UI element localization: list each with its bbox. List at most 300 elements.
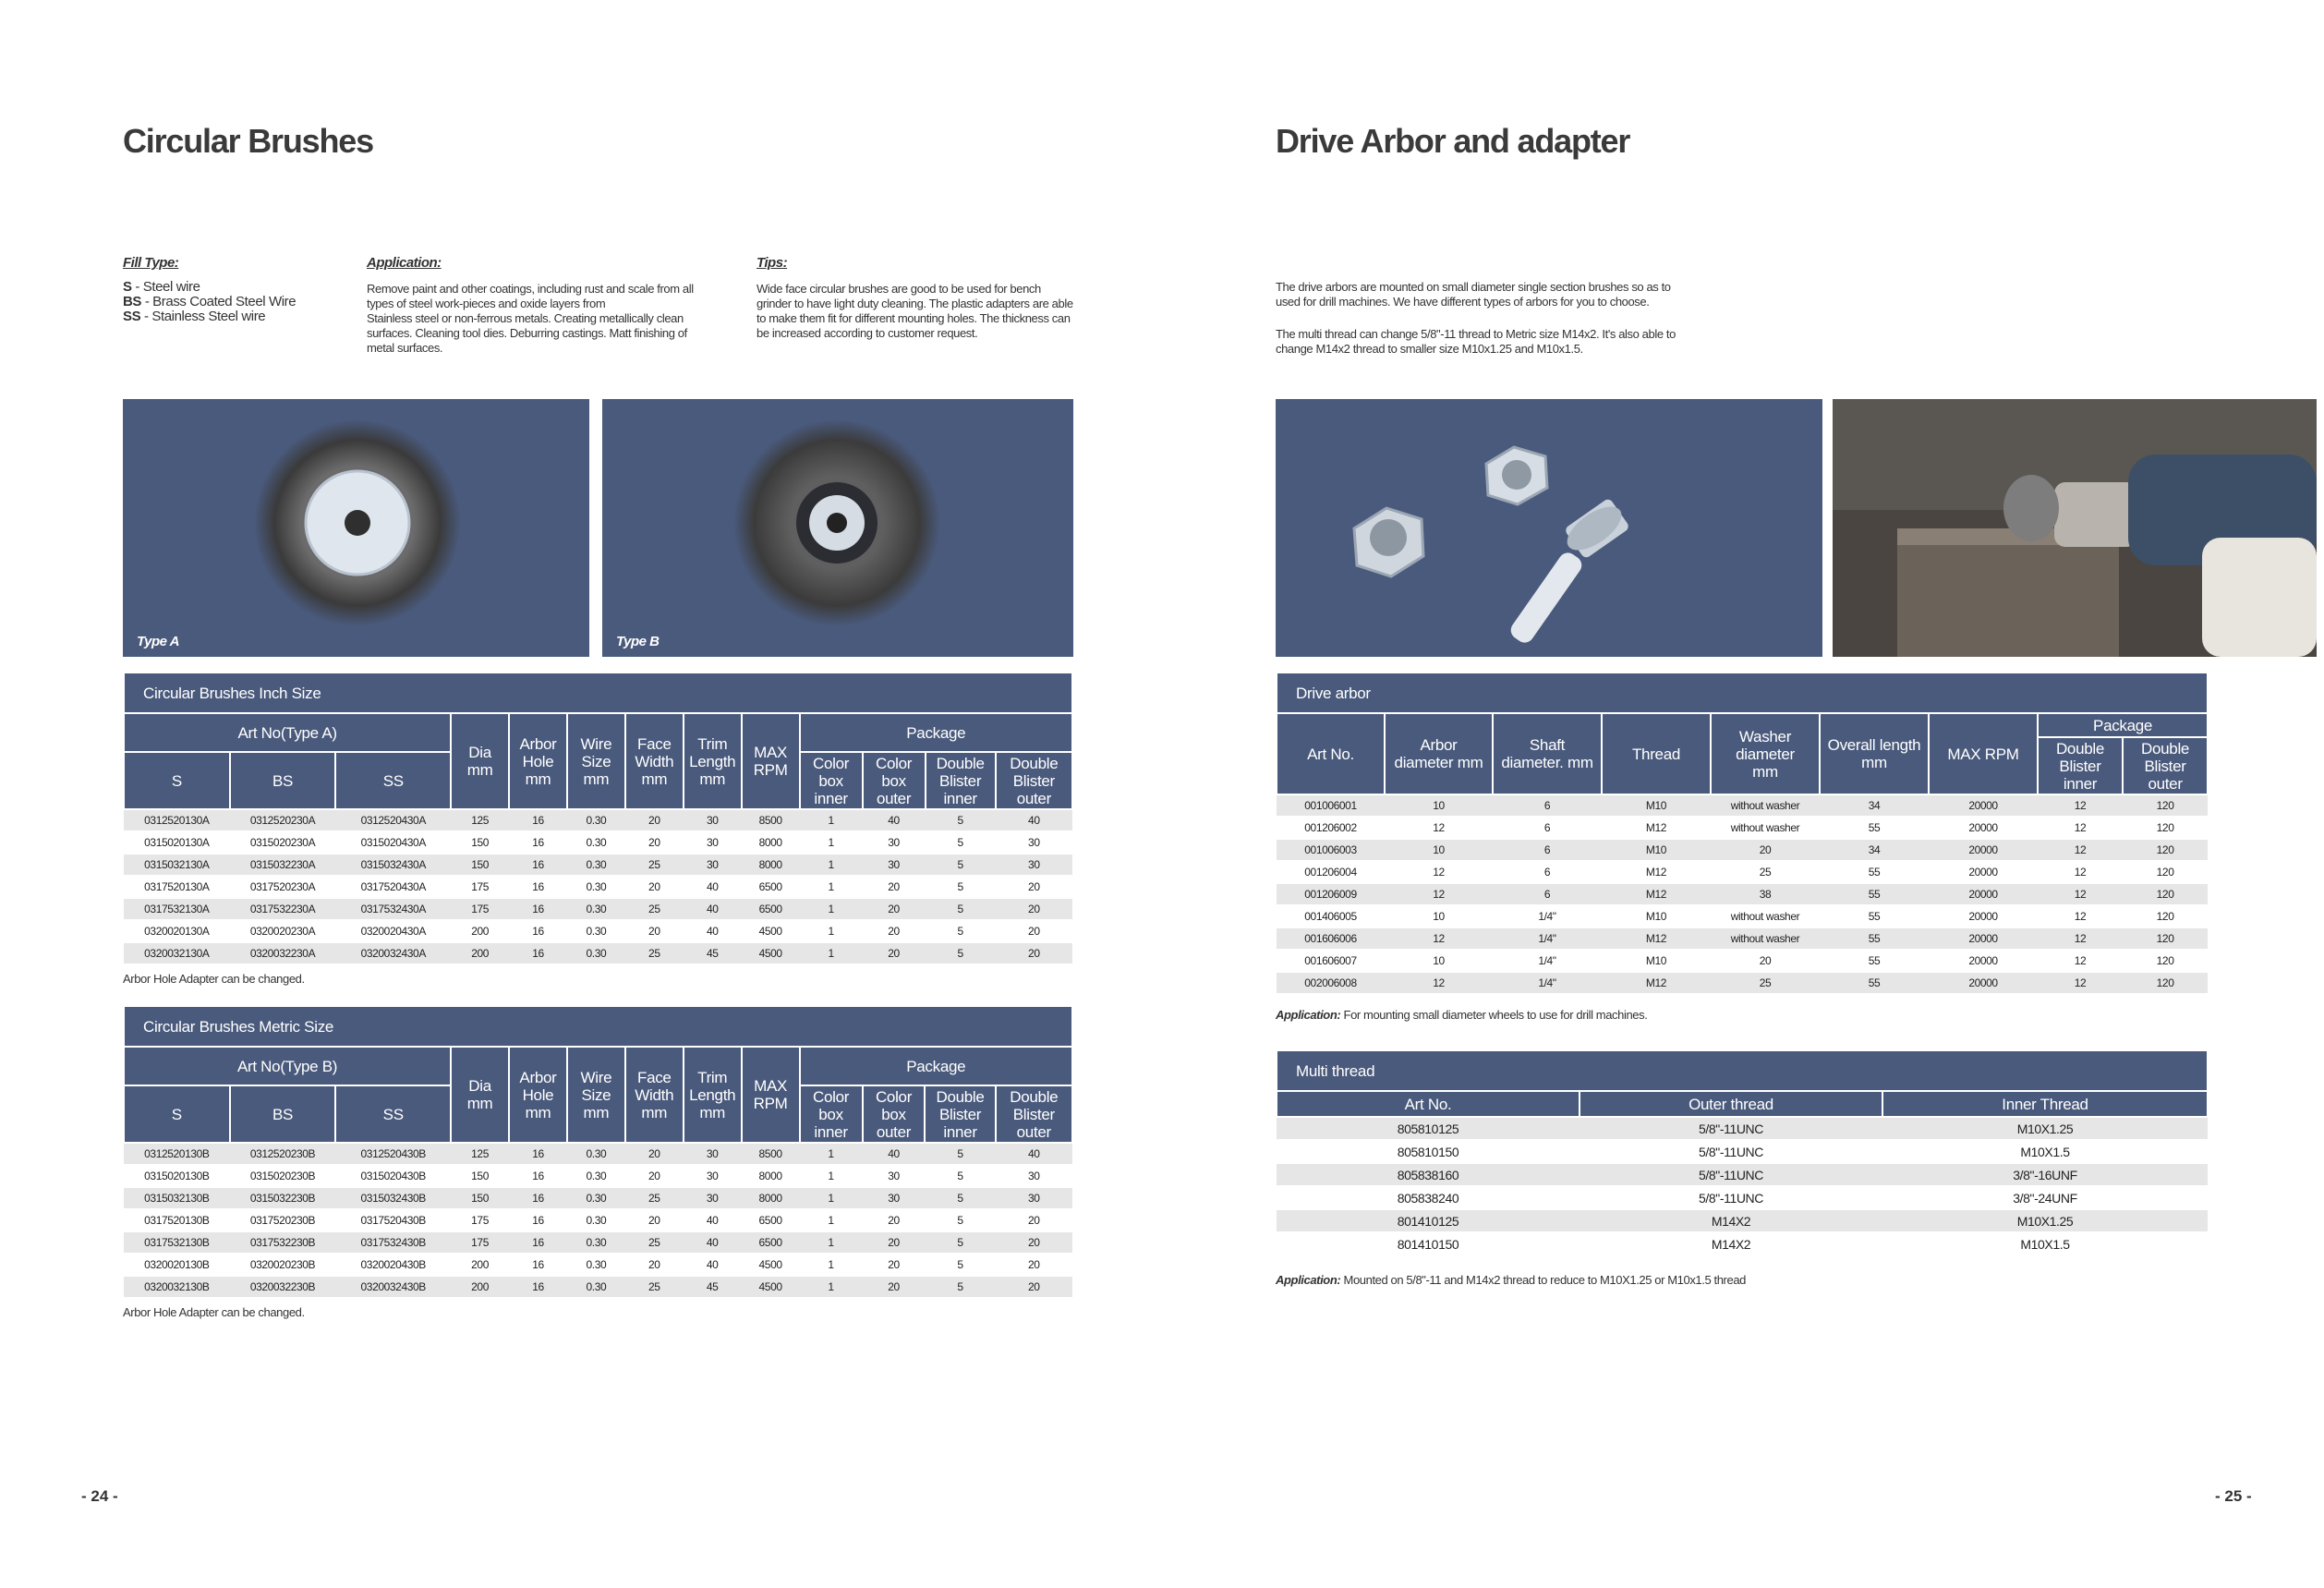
table-cell: 25 [625, 942, 684, 964]
table-cell: M12 [1602, 883, 1711, 905]
table-cell: 30 [863, 1187, 926, 1209]
table-cell: 20 [1711, 950, 1820, 972]
pkg-color-box-inner-header [800, 752, 863, 809]
multi-thread-table [1276, 1049, 2209, 1256]
table-cell: 1/4" [1493, 950, 1602, 972]
table-row [124, 1165, 1072, 1187]
table-cell: 0315032430B [335, 1187, 451, 1209]
drive-note-text: For mounting small diameter wheels to use for drill machines. [1343, 1008, 1648, 1022]
table-cell: 0315020130B [124, 1165, 230, 1187]
table-cell: 40 [684, 876, 742, 898]
header-line: Color [813, 754, 850, 772]
wire-brush-type-a-image [123, 399, 589, 657]
table-cell: 0317520230A [230, 876, 336, 898]
metric-table-body [124, 1143, 1072, 1298]
header-line: mm [525, 1103, 551, 1121]
text-line: to make them fit for different mounting holes. The thickness can [757, 311, 1071, 325]
table-cell: 12 [2038, 972, 2123, 994]
table-row [1277, 927, 2208, 950]
table-cell: 5 [925, 1276, 995, 1298]
table-cell: 805810125 [1277, 1117, 1580, 1140]
table-cell: 0320020230B [230, 1254, 336, 1276]
outer-thread-header: Outer thread [1580, 1091, 1882, 1117]
header-line: mm [466, 1095, 493, 1112]
table-cell: 40 [996, 1143, 1072, 1165]
table-cell: M12 [1602, 927, 1711, 950]
table-cell: 10 [1385, 905, 1493, 927]
drive-note-label: Application: [1276, 1008, 1341, 1022]
table-cell: 0320020430B [335, 1254, 451, 1276]
header-line: Length [689, 752, 736, 770]
table-cell: 0317520130B [124, 1209, 230, 1231]
table-cell: 40 [996, 809, 1072, 831]
table-cell: 20 [996, 898, 1072, 920]
table-cell: 001606007 [1277, 950, 1385, 972]
table-cell: 150 [451, 854, 509, 876]
header-line: Arbor [519, 1068, 557, 1086]
header-line: Size [581, 752, 611, 770]
header-line: inner [2063, 774, 2098, 793]
table-cell: 16 [509, 876, 567, 898]
table-cell: 0.30 [567, 1165, 625, 1187]
table-cell: 0317532130B [124, 1231, 230, 1254]
table-cell: M14X2 [1580, 1232, 1882, 1255]
multi-thread-body [1277, 1117, 2208, 1255]
tips-heading: Tips: [757, 255, 788, 271]
table-cell: 150 [451, 1165, 509, 1187]
table-cell: 30 [684, 1143, 742, 1165]
table-cell: 0317520230B [230, 1209, 336, 1231]
page-title-left: Circular Brushes [123, 122, 373, 160]
table-cell: 12 [1385, 927, 1493, 950]
washer-diameter-header [1711, 713, 1820, 794]
header-line: inner [814, 1122, 848, 1141]
text-line: Remove paint and other coatings, including rust and scale from all [367, 282, 694, 296]
table-cell: 1 [800, 1276, 863, 1298]
table-cell: M10X1.5 [1882, 1140, 2208, 1163]
table-cell: 12 [1385, 972, 1493, 994]
table-cell: 0.30 [567, 876, 625, 898]
table-cell: 1 [800, 920, 863, 942]
table-cell: M10 [1602, 950, 1711, 972]
table-cell: 20 [863, 1276, 926, 1298]
pkg-color-box-inner-header [800, 1085, 863, 1143]
table-cell: 25 [625, 1187, 684, 1209]
intro-paragraph-1 [1276, 280, 1756, 309]
table-cell: 8000 [742, 831, 800, 854]
intro-paragraph-2 [1276, 327, 1756, 357]
table-cell: 0317520130A [124, 876, 230, 898]
table-cell: 12 [2038, 950, 2123, 972]
table-cell: 805838240 [1277, 1186, 1580, 1209]
table-cell: 175 [451, 1231, 509, 1254]
fill-type-block [123, 255, 345, 324]
table-cell: 4500 [742, 1254, 800, 1276]
table-cell: 0315020430A [335, 831, 451, 854]
table-cell: M10X1.5 [1882, 1232, 2208, 1255]
table-cell: 8500 [742, 1143, 800, 1165]
multi-thread-title: Multi thread [1277, 1050, 2208, 1091]
text-line: grinder to have light duty cleaning. The plastic adapters are able [757, 297, 1073, 310]
table-cell: 16 [509, 920, 567, 942]
header-line: Face [636, 1068, 672, 1086]
table-cell: 25 [1711, 861, 1820, 883]
header-line: inner [943, 789, 977, 807]
header-line: MAX [754, 1077, 788, 1095]
table-cell: 120 [2123, 839, 2208, 861]
table-cell: 0320020230A [230, 920, 336, 942]
table-cell: 20 [863, 942, 926, 964]
header-line: diameter mm [1394, 754, 1483, 771]
table-cell: 30 [684, 854, 742, 876]
table-row [124, 898, 1072, 920]
table-cell: 55 [1820, 927, 1929, 950]
header-line: mm [583, 770, 610, 788]
table-cell: M12 [1602, 972, 1711, 994]
table-cell: 6 [1493, 817, 1602, 839]
wire-brush-type-b-image [602, 399, 1073, 657]
table-row [124, 942, 1072, 964]
header-line: Double [2141, 739, 2190, 758]
table-cell: 12 [2038, 927, 2123, 950]
table-cell: 1 [800, 1231, 863, 1254]
multi-note-text: Mounted on 5/8"-11 and M14x2 thread to reduce to M10X1.25 or M10x1.5 thread [1343, 1273, 1746, 1287]
table-cell: 0315020430B [335, 1165, 451, 1187]
table-row [1277, 1186, 2208, 1209]
table-row [124, 1143, 1072, 1165]
text-line: The multi thread can change 5/8"-11 thread to Metric size M14x2. It's also able to [1276, 327, 1676, 341]
table-cell: 120 [2123, 905, 2208, 927]
table-cell: 5 [926, 876, 996, 898]
table-row [1277, 883, 2208, 905]
header-line: box [818, 1105, 843, 1123]
table-cell: 0315032230B [230, 1187, 336, 1209]
table-cell: 200 [451, 1254, 509, 1276]
table-cell: 0.30 [567, 1231, 625, 1254]
table-cell: 1 [800, 898, 863, 920]
table-cell: M10 [1602, 839, 1711, 861]
table-cell: 10 [1385, 794, 1493, 817]
package-header: Package [2038, 713, 2208, 737]
fill-type-desc: - Brass Coated Steel Wire [144, 294, 297, 309]
text-line: used for drill machines. We have different types of arbors for you to choose. [1276, 295, 1650, 309]
table-cell: 20 [996, 1276, 1072, 1298]
table-cell: 5 [926, 920, 996, 942]
table-cell: 0.30 [567, 920, 625, 942]
table-cell: 16 [509, 1276, 567, 1298]
table-cell: 0.30 [567, 942, 625, 964]
table-row [124, 831, 1072, 854]
table-cell: 20 [625, 1143, 684, 1165]
table-cell: 8000 [742, 1165, 800, 1187]
table-row [1277, 1140, 2208, 1163]
table-cell: 0315032130A [124, 854, 230, 876]
max-rpm-header [742, 1047, 800, 1143]
table-cell: 0312520430A [335, 809, 451, 831]
table-cell: 0320032430A [335, 942, 451, 964]
fill-type-code: BS [123, 294, 145, 309]
table-cell: 200 [451, 920, 509, 942]
header-line: Washer [1738, 727, 1792, 746]
package-header: Package [800, 713, 1072, 752]
table-cell: M10X1.25 [1882, 1117, 2208, 1140]
table-cell: 120 [2123, 927, 2208, 950]
pkg-double-blister-inner-header [926, 752, 996, 809]
table-cell: 40 [684, 1254, 742, 1276]
text-line: Stainless steel or non-ferrous metals. Creating metallically clean [367, 311, 684, 325]
table-cell: 45 [684, 1276, 742, 1298]
table-cell: 1 [800, 831, 863, 854]
table-cell: 16 [509, 1187, 567, 1209]
header-line: Dia [468, 744, 491, 761]
table-cell: 801410125 [1277, 1209, 1580, 1232]
table-cell: 20 [625, 1209, 684, 1231]
arbor-hole-header [509, 1047, 567, 1143]
table-cell: 25 [625, 898, 684, 920]
table-cell: 1 [800, 1254, 863, 1276]
table-cell: 805810150 [1277, 1140, 1580, 1163]
table-cell: M14X2 [1580, 1209, 1882, 1232]
table-cell: M12 [1602, 861, 1711, 883]
table-cell: 0.30 [567, 854, 625, 876]
table-cell: 1 [800, 854, 863, 876]
table-cell: 25 [625, 1276, 684, 1298]
table-cell: 120 [2123, 883, 2208, 905]
fill-type-item [123, 309, 345, 324]
table-cell: 20 [625, 920, 684, 942]
header-line: Size [581, 1085, 611, 1104]
table-row [124, 1254, 1072, 1276]
table-cell: 12 [2038, 817, 2123, 839]
table-cell: 0.30 [567, 1187, 625, 1209]
header-line: Width [635, 752, 674, 770]
package-header: Package [800, 1047, 1072, 1085]
table-cell: 1 [800, 1209, 863, 1231]
table-cell: 150 [451, 1187, 509, 1209]
max-rpm-header [742, 713, 800, 809]
table-cell: 10 [1385, 839, 1493, 861]
table-cell: 34 [1820, 794, 1929, 817]
header-line: box [881, 1105, 906, 1123]
table-cell: 120 [2123, 950, 2208, 972]
page-number-right: - 25 - [2215, 1487, 2252, 1505]
table-cell: M10 [1602, 794, 1711, 817]
header-line: Blister [2144, 757, 2186, 775]
table-cell: M10X1.25 [1882, 1209, 2208, 1232]
table-cell: 1 [800, 1165, 863, 1187]
table-cell: 12 [1385, 817, 1493, 839]
table-cell: 0315032230A [230, 854, 336, 876]
photo-drill-in-use [1833, 399, 2317, 657]
table-cell: 0320032130B [124, 1276, 230, 1298]
table-cell: 20 [996, 876, 1072, 898]
fill-type-heading: Fill Type: [123, 255, 179, 271]
table-cell: 30 [684, 1187, 742, 1209]
table-cell: 0312520130B [124, 1143, 230, 1165]
fill-type-item [123, 295, 345, 309]
table-cell: 0317532430A [335, 898, 451, 920]
header-line: Trim [697, 1068, 728, 1086]
table-cell: 0320032230B [230, 1276, 336, 1298]
text-line: surfaces. Cleaning tool dies. Deburring castings. Matt finishing of [367, 326, 687, 340]
table-cell: 150 [451, 831, 509, 854]
table-row [1277, 950, 2208, 972]
header-line: outer [1016, 789, 1051, 807]
table-cell: 4500 [742, 942, 800, 964]
header-line: Blister [2059, 757, 2101, 775]
drive-arbor-note [1276, 1008, 1647, 1022]
table-cell: without washer [1711, 905, 1820, 927]
table-cell: 4500 [742, 920, 800, 942]
header-line: Blister [939, 771, 982, 790]
overall-length-header [1820, 713, 1929, 794]
tips-block [757, 255, 1089, 341]
photo-type-a [123, 399, 589, 657]
table-cell: 001206009 [1277, 883, 1385, 905]
table-cell: 125 [451, 1143, 509, 1165]
application-heading: Application: [367, 255, 442, 271]
table-row [124, 854, 1072, 876]
table-cell: 6500 [742, 1209, 800, 1231]
table-cell: 20 [625, 809, 684, 831]
col-ss-header: SS [335, 752, 451, 809]
table-cell: 120 [2123, 861, 2208, 883]
table-cell: 20 [863, 898, 926, 920]
table-row [124, 876, 1072, 898]
header-line: Double [2055, 739, 2105, 758]
header-line: mm [699, 1103, 726, 1121]
table-cell: 8000 [742, 1187, 800, 1209]
table-cell: 20000 [1929, 861, 2038, 883]
table-cell: 001206002 [1277, 817, 1385, 839]
table-cell: 25 [625, 1231, 684, 1254]
table-cell: 12 [2038, 861, 2123, 883]
face-width-header [625, 713, 684, 809]
table-cell: 1/4" [1493, 972, 1602, 994]
table-cell: 0.30 [567, 831, 625, 854]
table-cell: 0320032130A [124, 942, 230, 964]
table-cell: 55 [1820, 972, 1929, 994]
table-cell: 20 [996, 1231, 1072, 1254]
table-cell: 0317532430B [335, 1231, 451, 1254]
table-cell: 0.30 [567, 898, 625, 920]
pkg-color-box-outer-header [863, 1085, 926, 1143]
table-cell: 1/4" [1493, 927, 1602, 950]
table-cell: 001006003 [1277, 839, 1385, 861]
table-cell: 30 [996, 854, 1072, 876]
table-cell: 3/8"-16UNF [1882, 1163, 2208, 1186]
header-line: Length [689, 1085, 736, 1104]
table-cell: 12 [2038, 883, 2123, 905]
table-cell: 34 [1820, 839, 1929, 861]
table-row [124, 809, 1072, 831]
inner-thread-header: Inner Thread [1882, 1091, 2208, 1117]
table-row [1277, 794, 2208, 817]
fill-type-item [123, 280, 345, 295]
table-cell: 20000 [1929, 817, 2038, 839]
text-line: The drive arbors are mounted on small diameter single section brushes so as to [1276, 280, 1671, 294]
table-row [1277, 905, 2208, 927]
table-cell: 5 [925, 1209, 995, 1231]
table-cell: 5 [925, 1165, 995, 1187]
table-cell: 6 [1493, 861, 1602, 883]
table-cell: 5/8"-11UNC [1580, 1140, 1882, 1163]
inch-table-title: Circular Brushes Inch Size [124, 673, 1072, 713]
col-ss-header: SS [335, 1085, 451, 1143]
table-cell: 0320032230A [230, 942, 336, 964]
header-line: mm [1752, 762, 1778, 781]
table-row [124, 1209, 1072, 1231]
application-block [367, 255, 718, 356]
table-cell: 40 [684, 1231, 742, 1254]
metric-table-title: Circular Brushes Metric Size [124, 1006, 1072, 1047]
table-cell: 1 [800, 876, 863, 898]
table-cell: 20000 [1929, 794, 2038, 817]
thread-header: Thread [1602, 713, 1711, 794]
table-cell: 12 [1385, 883, 1493, 905]
table-cell: 30 [684, 809, 742, 831]
table-cell: 3/8"-24UNF [1882, 1186, 2208, 1209]
table-cell: 20 [863, 1231, 926, 1254]
table-cell: 001406005 [1277, 905, 1385, 927]
table-cell: 0320020130B [124, 1254, 230, 1276]
table-cell: without washer [1711, 817, 1820, 839]
table-cell: 20 [996, 1254, 1072, 1276]
table-cell: without washer [1711, 927, 1820, 950]
table-cell: 12 [2038, 794, 2123, 817]
inch-size-table [123, 672, 1073, 965]
table-cell: 5/8"-11UNC [1580, 1117, 1882, 1140]
header-line: Width [635, 1085, 674, 1104]
header-line: Trim [697, 734, 728, 753]
header-line: Shaft [1529, 736, 1566, 754]
header-line: Color [876, 754, 913, 772]
table-cell: 0.30 [567, 1209, 625, 1231]
photo-type-b [602, 399, 1073, 657]
pkg-double-blister-inner-header [2038, 737, 2123, 794]
table-cell: 20 [863, 1209, 926, 1231]
table-row [1277, 861, 2208, 883]
table-cell: 20 [625, 831, 684, 854]
table-cell: 805838160 [1277, 1163, 1580, 1186]
table-cell: 16 [509, 854, 567, 876]
table-cell: 16 [509, 1231, 567, 1254]
table-cell: 1 [800, 1143, 863, 1165]
fill-type-code: SS [123, 309, 144, 324]
table-cell: 0312520230A [230, 809, 336, 831]
photo-adapters [1276, 399, 1822, 657]
table-cell: 40 [863, 809, 926, 831]
table-cell: 16 [509, 1209, 567, 1231]
header-line: diameter [1736, 745, 1795, 763]
table-cell: 30 [684, 1165, 742, 1187]
table-cell: 16 [509, 942, 567, 964]
table-cell: 55 [1820, 905, 1929, 927]
table-cell: 6500 [742, 876, 800, 898]
table-cell: 175 [451, 1209, 509, 1231]
table-cell: 0320020430A [335, 920, 451, 942]
header-line: Color [812, 1087, 850, 1106]
table-row [124, 1276, 1072, 1298]
pkg-double-blister-outer-header [996, 752, 1072, 809]
table-cell: 20 [996, 1209, 1072, 1231]
header-line: mm [1861, 754, 1887, 771]
table-cell: 20 [863, 920, 926, 942]
table-row [1277, 1117, 2208, 1140]
header-line: box [881, 771, 906, 790]
header-line: Arbor [1420, 736, 1458, 754]
header-line: Blister [938, 1105, 982, 1123]
